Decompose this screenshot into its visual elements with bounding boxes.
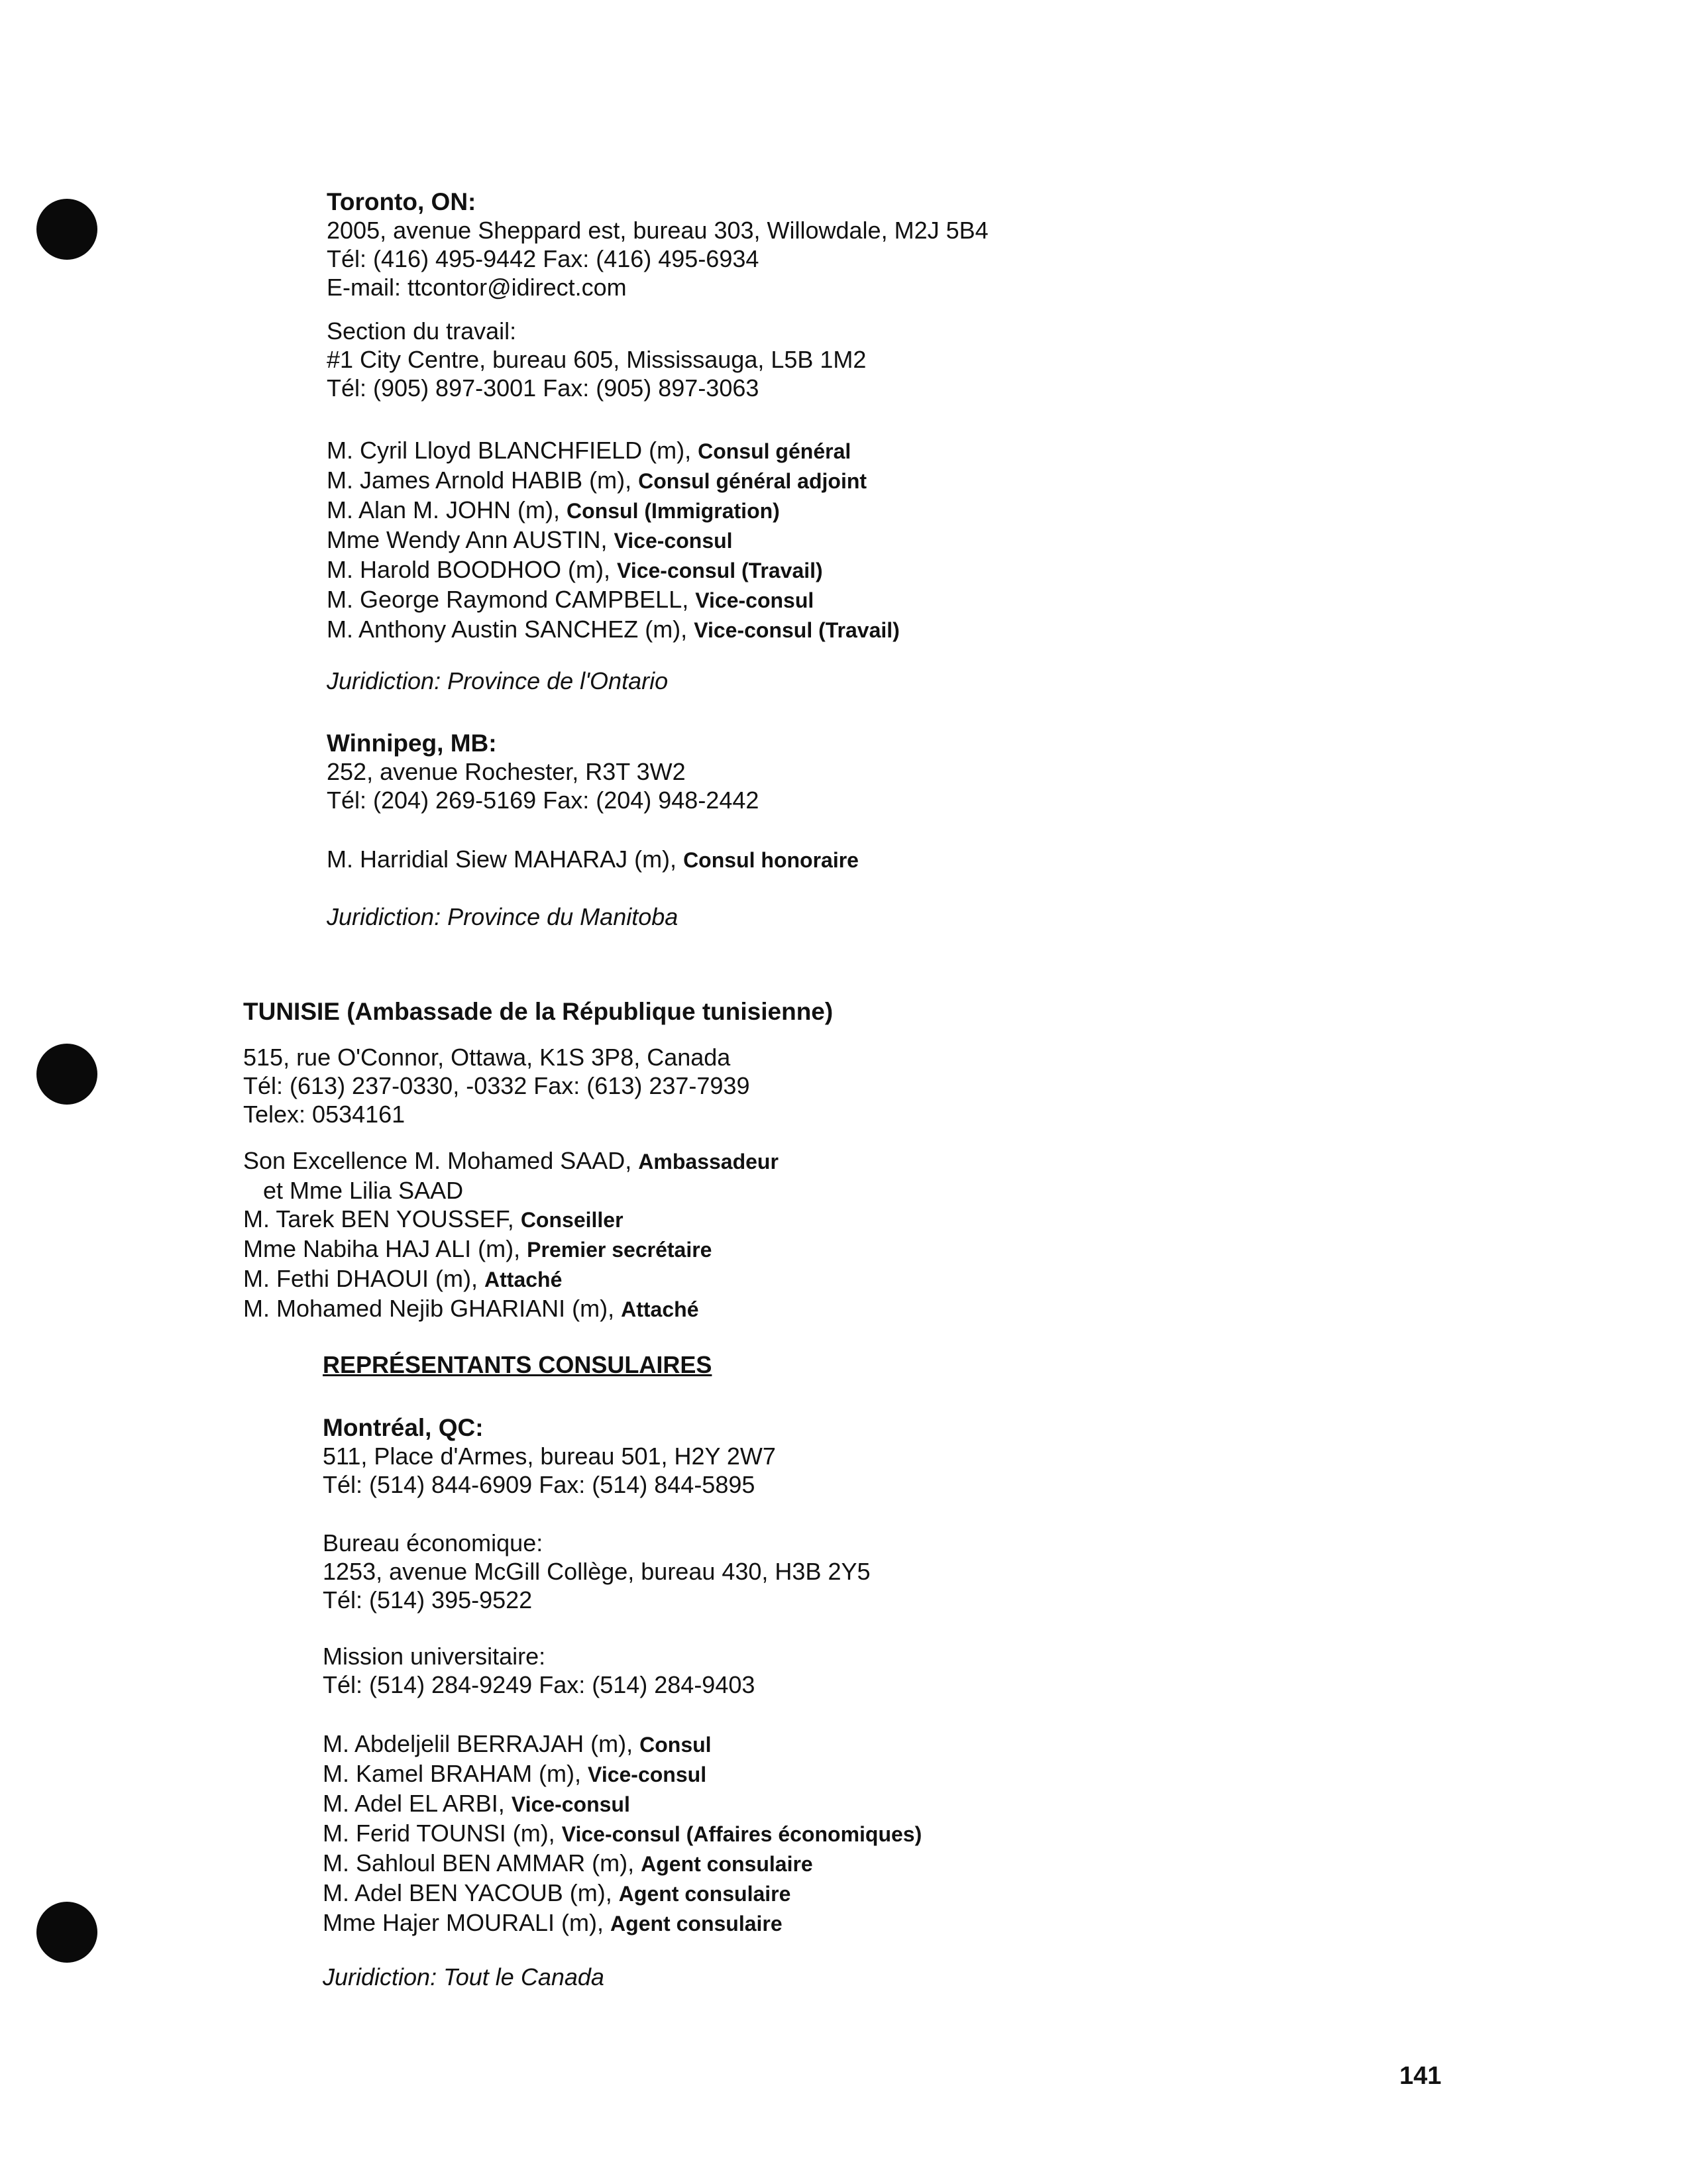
toronto-email: E-mail: ttcontor@idirect.com [327, 274, 627, 301]
staff-role: Consul général adjoint [638, 469, 867, 493]
binder-hole-top [36, 199, 97, 260]
staff-entry [323, 1789, 922, 1819]
montreal-address: 511, Place d'Armes, bureau 501, H2Y 2W7 [323, 1443, 776, 1470]
montreal-heading: Montréal, QC: [323, 1414, 484, 1441]
staff-entry [327, 555, 900, 585]
ambassador-role: Ambassadeur [638, 1150, 779, 1174]
staff-name: M. Adel BEN YACOUB (m), [323, 1879, 612, 1906]
montreal-univ-phone: Tél: (514) 284-9249 Fax: (514) 284-9403 [323, 1671, 755, 1698]
staff-name: M. James Arnold HABIB (m), [327, 466, 632, 494]
staff-entry [323, 1879, 922, 1908]
toronto-jurisdiction: Juridiction: Province de l'Ontario [327, 667, 669, 694]
staff-entry [323, 1819, 922, 1849]
staff-name: M. Adel EL ARBI, [323, 1790, 505, 1817]
tunisia-contact [243, 1043, 749, 1128]
staff-role: Consul [639, 1733, 712, 1757]
staff-name: M. Alan M. JOHN (m), [327, 496, 561, 523]
staff-name: M. Cyril Lloyd BLANCHFIELD (m), [327, 437, 692, 464]
staff-entry [243, 1264, 779, 1294]
staff-entry [327, 845, 859, 875]
staff-entry [327, 436, 900, 466]
staff-name: M. Ferid TOUNSI (m), [323, 1820, 555, 1847]
staff-role: Vice-consul [511, 1792, 630, 1816]
staff-entry [323, 1908, 922, 1938]
staff-role: Premier secrétaire [527, 1238, 712, 1262]
winnipeg-staff-list [327, 845, 859, 875]
tunisia-phone: Tél: (613) 237-0330, -0332 Fax: (613) 237-7939 [243, 1072, 750, 1099]
page-number: 141 [1399, 2062, 1442, 2090]
staff-role: Consul général [698, 439, 851, 463]
staff-entry [327, 525, 900, 555]
staff-role: Vice-consul (Travail) [694, 618, 900, 642]
staff-name: M. Anthony Austin SANCHEZ (m), [327, 616, 688, 643]
winnipeg-phone: Tél: (204) 269-5169 Fax: (204) 948-2442 [327, 787, 759, 814]
montreal-univ-label: Mission universitaire: [323, 1643, 546, 1670]
binder-hole-bottom [36, 1902, 97, 1963]
winnipeg-address: 252, avenue Rochester, R3T 3W2 [327, 758, 686, 785]
staff-role: Vice-consul [614, 529, 733, 553]
montreal-econ-label: Bureau économique: [323, 1529, 543, 1556]
toronto-labour-label: Section du travail: [327, 317, 517, 345]
staff-name: M. Kamel BRAHAM (m), [323, 1760, 582, 1787]
staff-name: M. Fethi DHAOUI (m), [243, 1265, 478, 1292]
montreal-econ-section [323, 1529, 871, 1614]
staff-name: Mme Hajer MOURALI (m), [323, 1909, 604, 1936]
montreal-phone: Tél: (514) 844-6909 Fax: (514) 844-5895 [323, 1471, 755, 1498]
staff-entry [327, 615, 900, 645]
staff-role: Consul honoraire [683, 848, 859, 872]
staff-name: M. Mohamed Nejib GHARIANI (m), [243, 1295, 615, 1322]
montreal-univ-section [323, 1642, 755, 1699]
toronto-phone: Tél: (416) 495-9442 Fax: (416) 495-6934 [327, 245, 759, 272]
montreal-section [323, 1413, 776, 1499]
tunisia-heading: TUNISIE (Ambassade de la République tunisienne) [243, 998, 834, 1025]
consular-heading: REPRÉSENTANTS CONSULAIRES [323, 1351, 712, 1378]
staff-role: Vice-consul (Affaires économiques) [561, 1822, 922, 1846]
staff-entry [327, 585, 900, 615]
winnipeg-jurisdiction: Juridiction: Province du Manitoba [327, 903, 678, 930]
staff-role: Vice-consul (Travail) [617, 559, 823, 582]
staff-name: M. Sahloul BEN AMMAR (m), [323, 1849, 635, 1877]
ambassador-name: Son Excellence M. Mohamed SAAD, [243, 1147, 632, 1174]
staff-entry [327, 466, 900, 496]
staff-role: Attaché [621, 1297, 699, 1321]
staff-role: Vice-consul [588, 1763, 707, 1786]
toronto-address: 2005, avenue Sheppard est, bureau 303, Willowdale, M2J 5B4 [327, 217, 989, 244]
staff-role: Agent consulaire [641, 1852, 813, 1876]
staff-name: M. Harold BOODHOO (m), [327, 556, 611, 583]
staff-role: Conseiller [520, 1208, 624, 1232]
tunisia-telex: Telex: 0534161 [243, 1101, 406, 1128]
staff-name: M. Abdeljelil BERRAJAH (m), [323, 1730, 633, 1757]
staff-entry [323, 1759, 922, 1789]
staff-role: Agent consulaire [610, 1912, 783, 1936]
toronto-staff-list [327, 436, 900, 645]
staff-name: M. George Raymond CAMPBELL, [327, 586, 689, 613]
toronto-labour-section [327, 317, 866, 402]
staff-name: M. Harridial Siew MAHARAJ (m), [327, 846, 677, 873]
staff-name: Mme Wendy Ann AUSTIN, [327, 526, 608, 553]
staff-role: Consul (Immigration) [567, 499, 780, 523]
binder-hole-middle [36, 1044, 97, 1105]
montreal-jurisdiction: Juridiction: Tout le Canada [323, 1963, 604, 1991]
toronto-heading: Toronto, ON: [327, 188, 476, 215]
staff-entry [243, 1234, 779, 1264]
staff-name: M. Tarek BEN YOUSSEF, [243, 1205, 514, 1232]
montreal-econ-phone: Tél: (514) 395-9522 [323, 1586, 533, 1613]
staff-name: Mme Nabiha HAJ ALI (m), [243, 1235, 521, 1262]
staff-entry [243, 1205, 779, 1234]
staff-entry [323, 1729, 922, 1759]
staff-entry [243, 1146, 779, 1176]
toronto-section [327, 188, 989, 301]
winnipeg-heading: Winnipeg, MB: [327, 730, 497, 757]
staff-role: Vice-consul [695, 588, 814, 612]
montreal-econ-address: 1253, avenue McGill Collège, bureau 430, H3B 2Y5 [323, 1558, 871, 1585]
staff-entry [327, 496, 900, 525]
staff-role: Agent consulaire [618, 1882, 791, 1906]
toronto-labour-address: #1 City Centre, bureau 605, Mississauga, L5B 1M2 [327, 346, 867, 373]
staff-role: Attaché [484, 1268, 563, 1291]
winnipeg-section [327, 729, 759, 814]
ambassador-spouse: et Mme Lilia SAAD [263, 1177, 464, 1204]
toronto-labour-phone: Tél: (905) 897-3001 Fax: (905) 897-3063 [327, 374, 759, 402]
tunisia-staff-list [243, 1146, 779, 1324]
staff-entry [323, 1849, 922, 1879]
staff-entry [243, 1294, 779, 1324]
montreal-staff-list [323, 1729, 922, 1938]
tunisia-address: 515, rue O'Connor, Ottawa, K1S 3P8, Canada [243, 1044, 731, 1071]
